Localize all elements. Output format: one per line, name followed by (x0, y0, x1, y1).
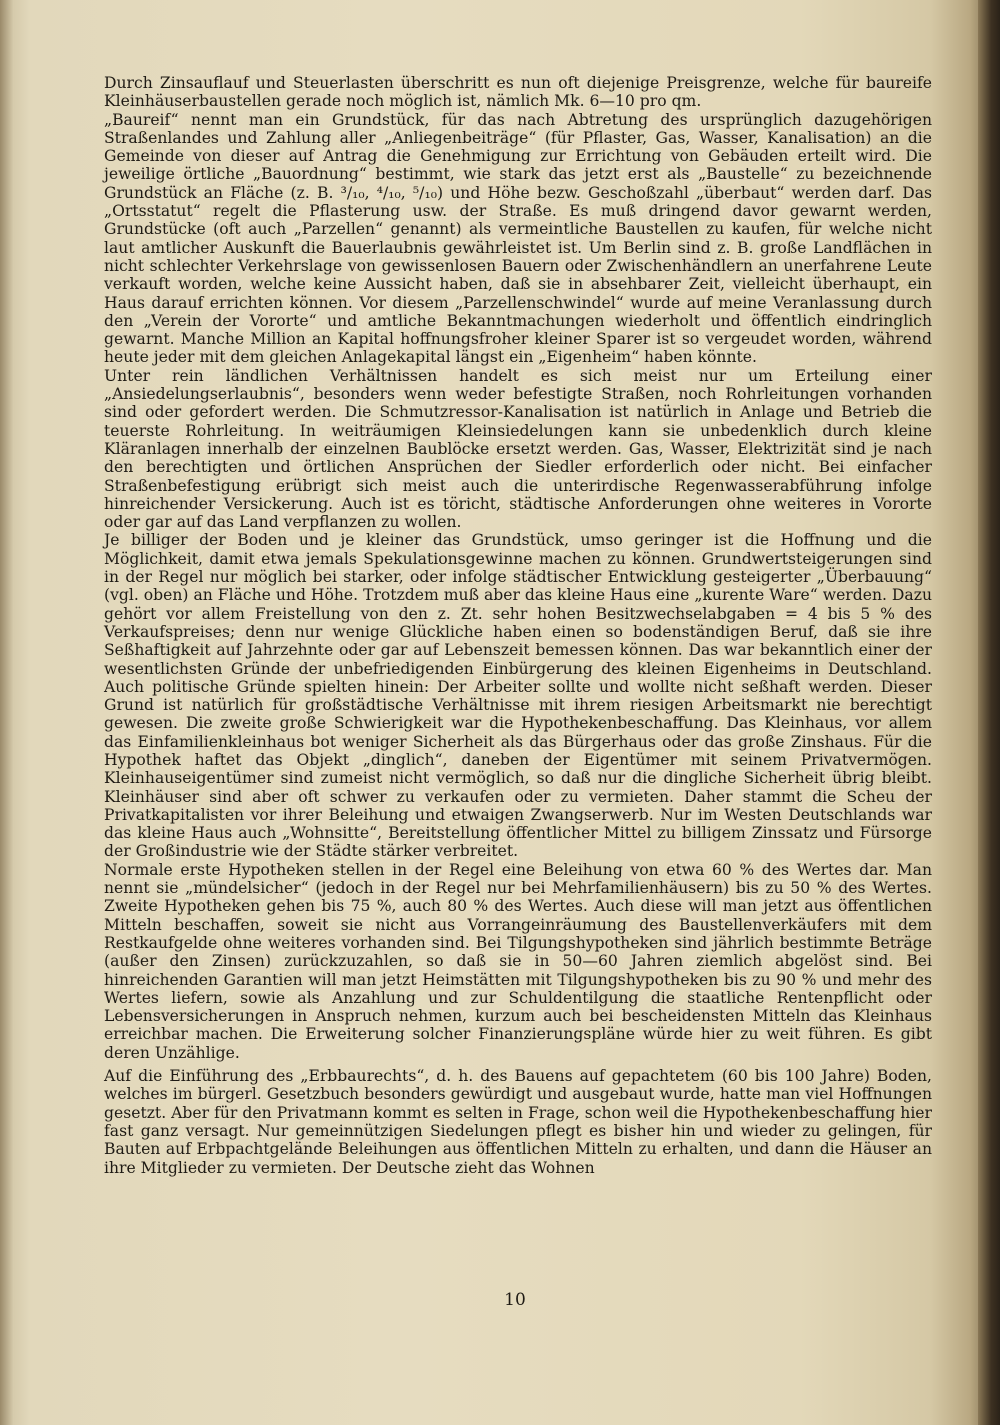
paragraph-2: „Baureif“ nennt man ein Grundstück, für das nach Abtretung des ursprünglich dazugehörigen Straßenlandes und Zahlung aller „Anliegenbeiträge“ (für Pflaster, Gas, Wasser, Kanalisation) an die Gemeinde von dieser auf Antrag die Genehmigung zur Errichtung von Gebäuden erteilt wird. Die jeweilige örtliche „Bauordnung“ bestimmt, wie stark das jetzt erst als „Baustelle“ zu bezeichnende Grundstück an Fläche (z. B. ³/₁₀, ⁴/₁₀, ⁵/₁₀) und Höhe bezw. Geschoßzahl „überbaut“ werden darf. Das „Ortsstatut“ regelt die Pflasterung usw. der Straße. Es muß dringend davor gewarnt werden, Grundstücke (oft auch „Parzellen“ genannt) als vermeintliche Baustellen zu kaufen, für welche nicht laut amtlicher Auskunft die Bauerlaubnis gewährleistet ist. Um Berlin sind z. B. große Landflächen in nicht schlechter Verkehrslage von gewissenlosen Bauern oder Zwischenhändlern an unerfahrene Leute verkauft worden, welche keine Aussicht haben, daß sie in absehbarer Zeit, vielleicht überhaupt, ein Haus darauf errichten können. Vor diesem „Parzellenschwindel“ wurde auf meine Veranlassung durch den „Verein der Vororte“ und amtliche Bekanntmachungen wiederholt und öffentlich eindringlich gewarnt. Manche Million an Kapital hoffnungsfroher kleiner Sparer ist so vergeudet worden, während heute jeder mit dem gleichen Anlagekapital längst ein „Eigenheim“ haben könnte. (104, 110, 932, 367)
paragraph-1: Durch Zinsauflauf und Steuerlasten überschritt es nun oft diejenige Preisgrenze, welche für baureife Kleinhäuserbaustellen gerade noch möglich ist, nämlich Mk. 6—10 pro qm. (104, 74, 932, 111)
paragraph-3: Unter rein ländlichen Verhältnissen handelt es sich meist nur um Erteilung einer „Ansiedelungserlaubnis“, besonders wenn weder befestigte Straßen, noch Rohrleitungen vorhanden sind oder gefordert werden. Die Schmutzressor-Kanalisation ist natürlich in Anlage und Betrieb die teuerste Rohrleitung. In weiträumigen Kleinsiedelungen kann sie unbedenklich durch kleine Kläranlagen innerhalb der einzelnen Baublöcke ersetzt werden. Gas, Wasser, Elektrizität sind je nach den berechtigten und örtlichen Ansprüchen der Siedler erforderlich oder nicht. Bei einfacher Straßenbefestigung erübrigt sich meist auch die unterirdische Regenwasserabführung infolge hinreichender Versickerung. Auch ist es töricht, städtische Anforderungen ohne weiteres in Vororte oder gar auf das Land verpflanzen zu wollen. (104, 366, 932, 532)
paragraph-6: Auf die Einführung des „Erbbaurechts“, d. h. des Bauens auf gepachtetem (60 bis 100 Jahre) Boden, welches im bürgerl. Gesetzbuch besonders gewürdigt und ausgebaut wurde, hatte man viel Hoffnungen gesetzt. Aber für den Privatmann kommt es selten in Frage, schon weil die Hypothekenbeschaffung hier fast ganz versagt. Nur gemeinnützigen Siedelungen pflegt es bisher hin und wieder zu gelingen, für Bauten auf Erbpachtgelände Beleihungen aus öffentlichen Mitteln zu erhalten, und dann die Häuser an ihre Mitglieder zu vermieten. Der Deutsche zieht das Wohnen (104, 1067, 932, 1177)
body-text (104, 74, 932, 1177)
paragraph-5: Normale erste Hypotheken stellen in der Regel eine Beleihung von etwa 60 % des Wertes dar. Man nennt sie „mündelsicher“ (jedoch in der Regel nur bei Mehrfamilienhäusern) bis zu 50 % des Wertes. Zweite Hypotheken gehen bis 75 %, auch 80 % des Wertes. Auch diese will man jetzt aus öffentlichen Mitteln beschaffen, soweit sie nicht aus Vorrangeinräumung des Baustellenverkäufers mit dem Restkaufgelde ohne weiteres vorhanden sind. Bei Tilgungshypotheken sind jährlich bestimmte Beträge (außer den Zinsen) zurückzuzahlen, so daß sie in 50—60 Jahren ziemlich abgelöst sind. Bei hinreichenden Garantien will man jetzt Heimstätten mit Tilgungshypotheken bis zu 90 % und mehr des Wertes liefern, sowie als Anzahlung und zur Schuldentilgung die staatliche Rentenpflicht oder Lebensversicherungen in Anspruch nehmen, kurzum auch bei bescheidensten Mitteln das Kleinhaus erreichbar machen. Die Erweiterung solcher Finanzierungspläne würde hier zu weit führen. Es gibt deren Unzählige. (104, 860, 932, 1062)
page-gutter (0, 0, 14, 1425)
page-number: 10 (504, 1290, 526, 1310)
paragraph-4: Je billiger der Boden und je kleiner das Grundstück, umso geringer ist die Hoffnung und die Möglichkeit, damit etwa jemals Spekulationsgewinne machen zu können. Grundwertsteigerungen sind in der Regel nur möglich bei starker, oder infolge städtischer Entwicklung gesteigerter „Überbauung“ (vgl. oben) an Fläche und Höhe. Trotzdem muß aber das kleine Haus eine „kurente Ware“ werden. Dazu gehört vor allem Freistellung von den z. Zt. sehr hohen Besitzwechselabgaben = 4 bis 5 % des Verkaufspreises; denn nur wenige Glückliche haben einen so bodenständigen Beruf, daß sie ihre Seßhaftigkeit auf Jahrzehnte oder gar auf Lebenszeit bemessen können. Das war bekanntlich einer der wesentlichsten Gründe der unbefriedigenden Einbürgerung des kleinen Eigenheims in Deutschland. Auch politische Gründe spielten hinein: Der Arbeiter sollte und wollte nicht seßhaft werden. Dieser Grund ist natürlich für großstädtische Verhältnisse mit ihrem riesigen Arbeitsmarkt nie berechtigt gewesen. Die zweite große Schwierigkeit war die Hypothekenbeschaffung. Das Kleinhaus, vor allem das Einfamilienkleinhaus bot weniger Sicherheit als das Bürgerhaus oder das große Zinshaus. Für die Hypothek haftet das Objekt „dinglich“, daneben der Eigentümer mit seinem Privatvermögen. Kleinhauseigentümer sind zumeist nicht vermöglich, so daß nur die dingliche Sicherheit übrig bleibt. Kleinhäuser sind aber oft schwer zu verkaufen oder zu vermieten. Daher stammt die Scheu der Privatkapitalisten vor ihrer Beleihung und etwaigen Zwangserwerb. Nur im Westen Deutschlands war das kleine Haus auch „Wohnsitte“, Bereitstellung öffentlicher Mittel zu billigem Zinssatz und Fürsorge der Großindustrie wie der Städte stärker verbreitet. (104, 531, 932, 861)
book-spine-edge (978, 0, 1000, 1425)
